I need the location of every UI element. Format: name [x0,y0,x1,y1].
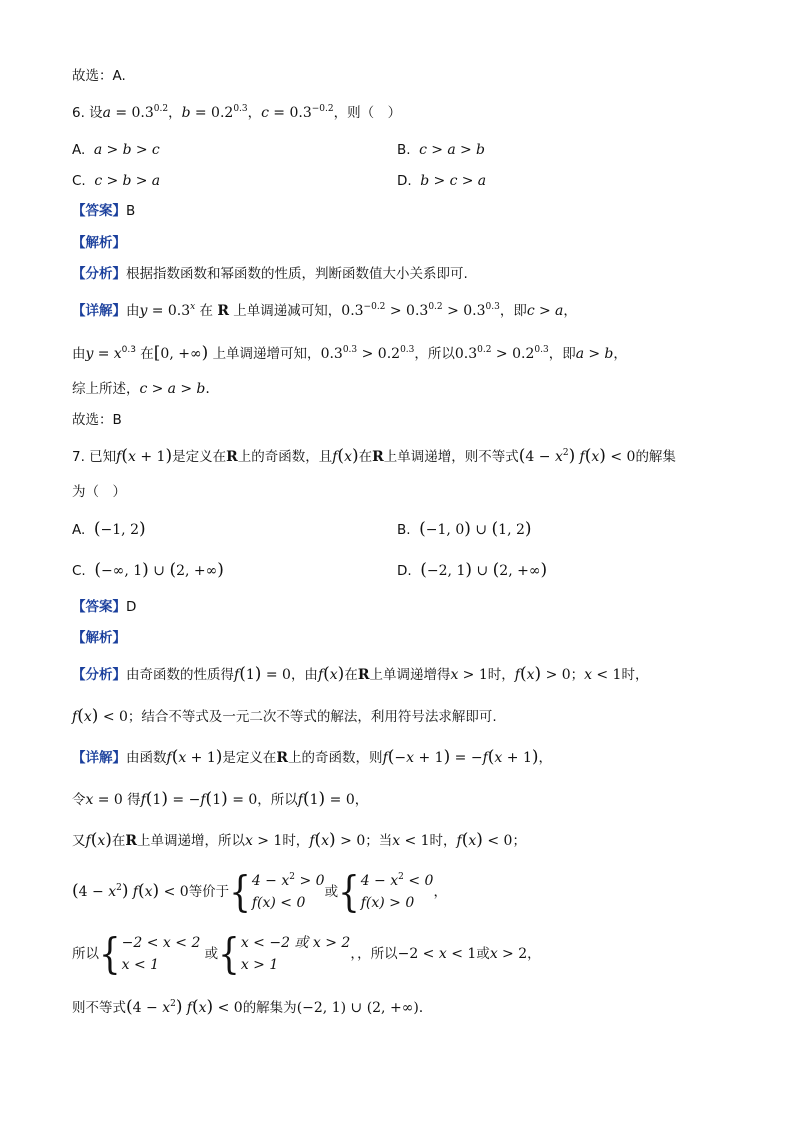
answer-6: 【答案】B [72,203,136,219]
detail-7-line4: $(4 - x^2)$ f(x) < 0等价于{$4 - x^2 > 0$ f(x) < 0或{$4 - x^2 < 0$ f(x) > 0， [72,867,447,917]
option-d: D. b > c > a [397,173,487,189]
detail-7-line2: 令x = 0 得f(1) = −f(1) = 0，所以f(1) = 0， [72,789,369,809]
option-a: A. (−1, 2) [72,519,146,539]
detail-6-line2: 由$y = x^{0.3}$ 在[0, +∞) 上单调递增可知，$0.3^{0.3} > 0.2^{0.3}$，所以$0.3^{0.2} > 0.2^{0.3}$，即a > b， [72,343,627,363]
text-line: 故选：B [72,412,122,428]
detail-7-line3: 又f(x)在R上单调递增，所以x > 1时，f(x) > 0；当x < 1时，f(x) < 0； [72,830,526,850]
analysis-7-line2: f(x) < 0；结合不等式及一元二次不等式的解法，利用符号法求解即可. [72,706,497,726]
analysis-header-7: 【解析】 [72,630,126,646]
analysis-header-6: 【解析】 [72,235,126,251]
option-b: B. c > a > b [397,142,485,158]
option-c: C. c > b > a [72,173,161,189]
option-d: D. (−2, 1) ∪ (2, +∞) [397,560,548,580]
analysis-6: 【分析】根据指数函数和幂函数的性质，判断函数值大小关系即可. [72,266,468,282]
detail-7-line6: 则不等式$(4 - x^2)$ f(x) < 0的解集为(−2, 1) ∪ (2, +∞). [72,997,424,1017]
question-7: 7. 已知f(x + 1)是定义在R上的奇函数，且f(x)在R上单调递增，则不等式$(4 - x^2)$ f(x) < 0的解集 [72,446,676,466]
detail-7-line5: 所以{−2 < x < 2 x < 1 或{x < −2 或 x > 2 x > 1，，所以−2 < x < 1或x > 2， [72,929,541,979]
text-line: 为（ ） [72,484,126,500]
answer-7: 【答案】D [72,599,137,615]
detail-7-line1: 【详解】由函数f(x + 1)是定义在R上的奇函数，则f(−x + 1) = −f(x + 1)， [72,747,553,767]
option-a: A. a > b > c [72,142,160,158]
detail-6-line1: 【详解】由$y = 0.3^x$ 在 R 上单调递减可知，$0.3^{-0.2} > 0.3^{0.2} > 0.3^{0.3}$，即c > a， [72,302,577,319]
detail-6-line3: 综上所述，c > a > b. [72,381,210,397]
question-6: 6. 设$a = 0.3^{0.2}$，$b = 0.2^{0.3}$，$c = 0.3^{-0.2}$，则（ ） [72,104,402,121]
option-c: C. (−∞, 1) ∪ (2, +∞) [72,560,224,580]
text-line: 故选：A. [72,68,126,84]
option-b: B. (−1, 0) ∪ (1, 2) [397,519,532,539]
analysis-7-line1: 【分析】由奇函数的性质得f(1) = 0，由f(x)在R上单调递增得x > 1时，f(x) > 0；x < 1时， [72,664,649,684]
